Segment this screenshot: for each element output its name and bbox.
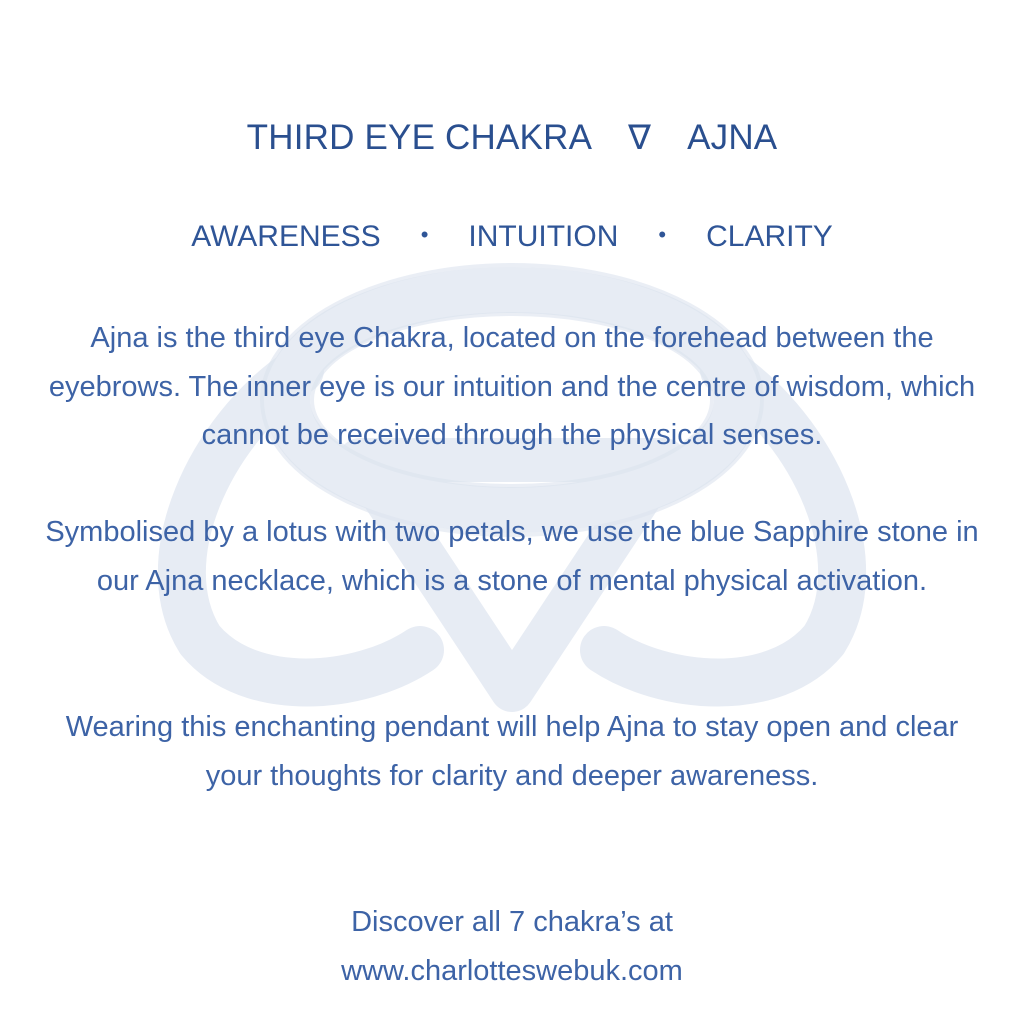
title-chakra-name: THIRD EYE CHAKRA xyxy=(246,118,593,157)
title-sanskrit-name: AJNA xyxy=(687,118,778,157)
keyword-intuition: INTUITION xyxy=(468,220,619,253)
footer xyxy=(0,898,1024,996)
stone-paragraph: Symbolised by a lotus with two petals, we use the blue Sapphire stone in our Ajna necklace, which is a stone of mental physical activation. xyxy=(45,516,979,597)
keyword-separator: • xyxy=(420,222,429,247)
pendant-paragraph: Wearing this enchanting pendant will help Ajna to stay open and clear your thoughts for clarity and deeper awareness. xyxy=(65,711,959,792)
keyword-clarity: CLARITY xyxy=(706,220,833,253)
page-title xyxy=(0,118,1024,158)
keyword-awareness: AWARENESS xyxy=(191,220,381,253)
description-paragraph: Ajna is the third eye Chakra, located on the forehead between the eyebrows. The inner eye is our intuition and the centre of wisdom, which cannot be received through the physical senses. xyxy=(48,322,976,451)
inverted-triangle-icon: ∇ xyxy=(628,119,652,157)
keywords-row xyxy=(0,220,1024,254)
website-link[interactable]: www.charlotteswebuk.com xyxy=(341,955,683,987)
footer-text: Discover all 7 chakra’s at xyxy=(351,906,673,938)
keyword-separator: • xyxy=(658,222,667,247)
